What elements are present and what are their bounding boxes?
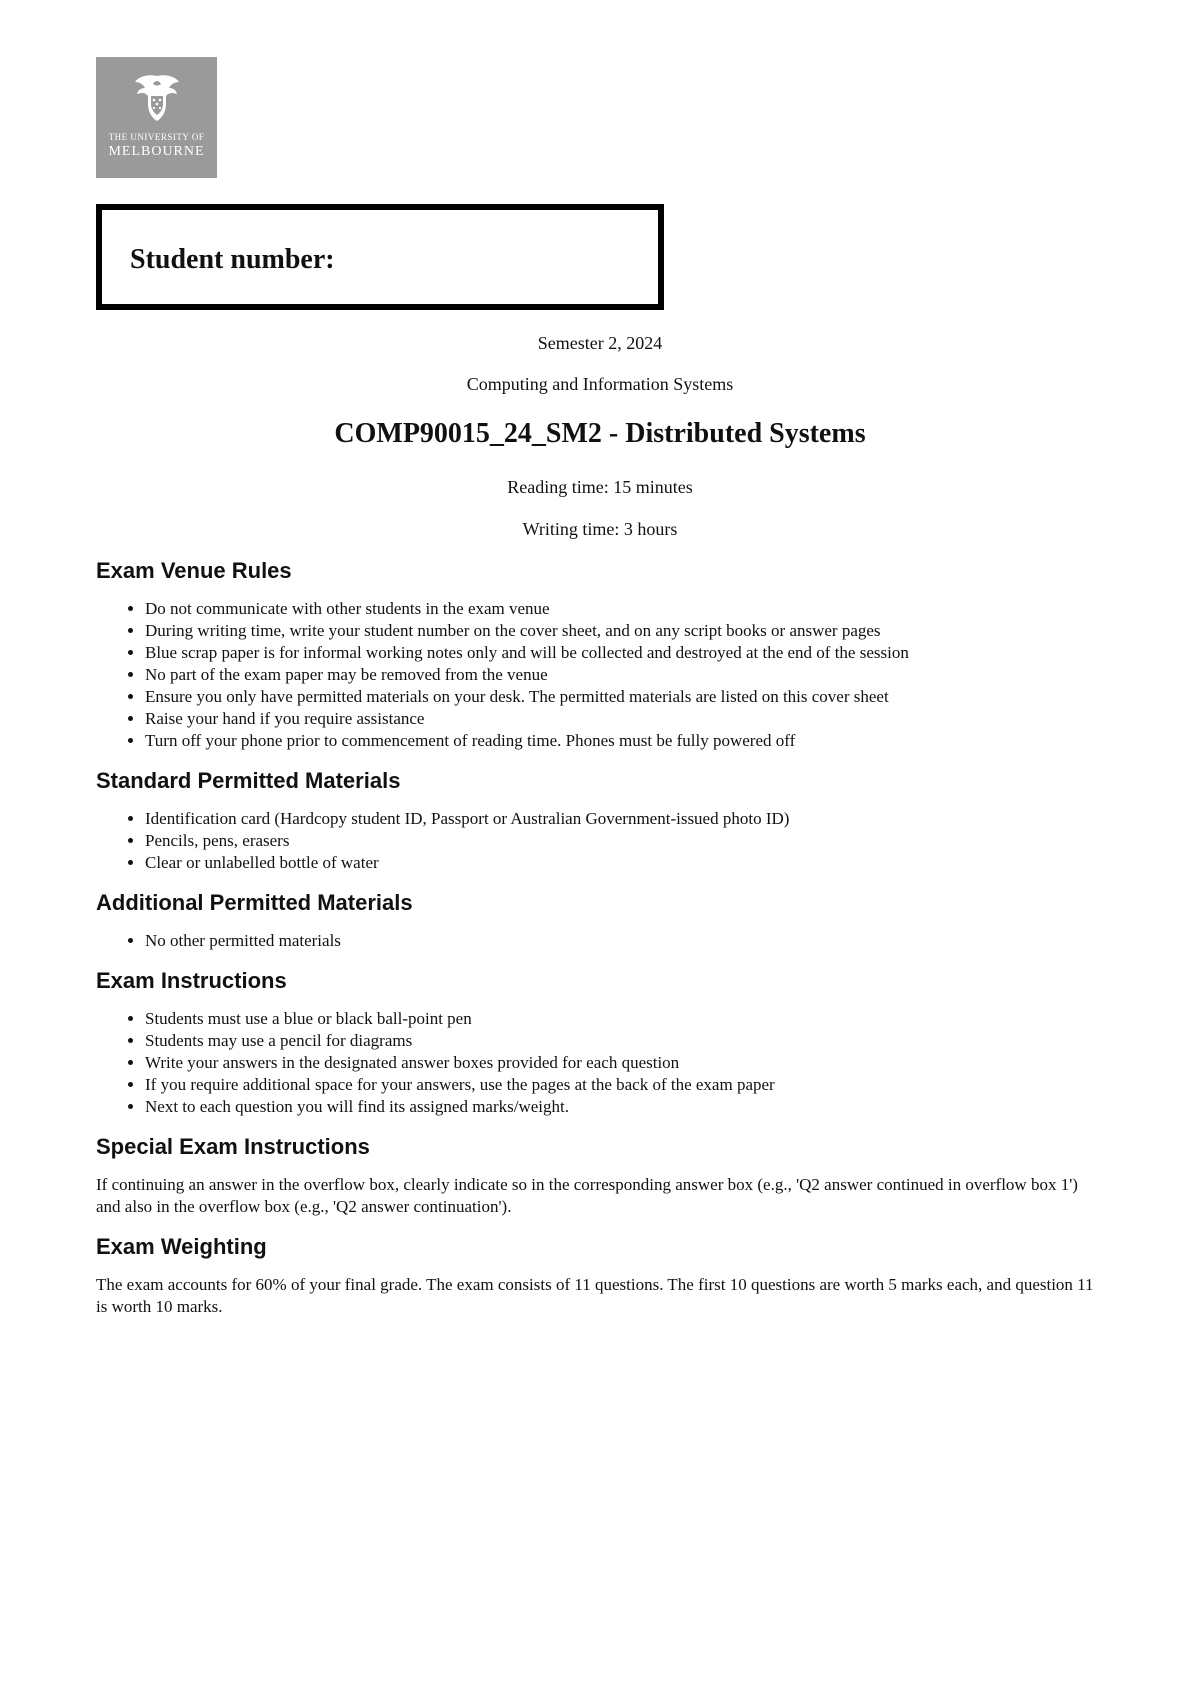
writing-time: Writing time: 3 hours [522,519,678,539]
list-item: • Students may use a pencil for diagrams [145,1030,1106,1052]
venue-rules-list [96,598,1106,752]
list-item: • Ensure you only have permitted materials on your desk. The permitted materials are listed on this cover sheet [145,686,1106,708]
standard-materials-heading: Standard Permitted Materials [96,768,401,793]
special-instructions-text: If continuing an answer in the overflow box, clearly indicate so in the corresponding answer box (e.g., 'Q2 answer continued in overflow box 1') and also in the overflow box (e.g., 'Q2 answer continuation'). [96,1175,1078,1216]
additional-materials-heading: Additional Permitted Materials [96,890,413,915]
semester-text: Semester 2, 2024 [537,333,663,353]
special-instructions-section [96,1132,1106,1218]
list-item: • Turn off your phone prior to commencement of reading time. Phones must be fully powered off [145,730,1106,752]
list-item: • Raise your hand if you require assistance [145,708,1106,730]
department-text: Computing and Information Systems [466,374,734,394]
list-item: • Identification card (Hardcopy student ID, Passport or Australian Government-issued photo ID) [145,808,1106,830]
list-item: • Do not communicate with other students in the exam venue [145,598,1106,620]
exam-content [96,556,1106,1332]
exam-weighting-text: The exam accounts for 60% of your final grade. The exam consists of 11 questions. The first 10 questions are worth 5 marks each, and question 11 is worth 10 marks. [96,1275,1094,1316]
list-item: • Pencils, pens, erasers [145,830,1106,852]
university-crest-icon [129,70,185,126]
list-item: • Next to each question you will find its assigned marks/weight. [145,1096,1106,1118]
exam-instructions-section [96,966,1106,1118]
venue-rules-section [96,556,1106,752]
standard-materials-list [96,808,1106,874]
additional-materials-list [96,930,1106,952]
student-number-label: Student number: [130,244,335,275]
special-instructions-heading: Special Exam Instructions [96,1134,370,1159]
logo-text-line2: MELBOURNE [108,144,205,159]
list-item: • Blue scrap paper is for informal working notes only and will be collected and destroyed at the end of the session [145,642,1106,664]
list-item: • No part of the exam paper may be removed from the venue [145,664,1106,686]
standard-materials-section [96,766,1106,874]
venue-rules-heading: Exam Venue Rules [96,558,292,583]
list-item: • No other permitted materials [145,930,1106,952]
exam-weighting-section [96,1232,1106,1318]
exam-instructions-heading: Exam Instructions [96,968,287,993]
list-item: • Write your answers in the designated answer boxes provided for each question [145,1052,1106,1074]
logo-text-line1: THE UNIVERSITY OF [108,132,205,142]
list-item: • If you require additional space for your answers, use the pages at the back of the exam paper [145,1074,1106,1096]
university-logo [96,57,217,178]
reading-time: Reading time: 15 minutes [507,477,693,497]
student-number-box[interactable] [96,204,664,310]
additional-materials-section [96,888,1106,952]
exam-instructions-list [96,1008,1106,1118]
exam-weighting-heading: Exam Weighting [96,1234,267,1259]
list-item: • Clear or unlabelled bottle of water [145,852,1106,874]
exam-title: COMP90015_24_SM2 - Distributed Systems [334,418,866,449]
list-item: • Students must use a blue or black ball-point pen [145,1008,1106,1030]
list-item: • During writing time, write your student number on the cover sheet, and on any script books or answer pages [145,620,1106,642]
